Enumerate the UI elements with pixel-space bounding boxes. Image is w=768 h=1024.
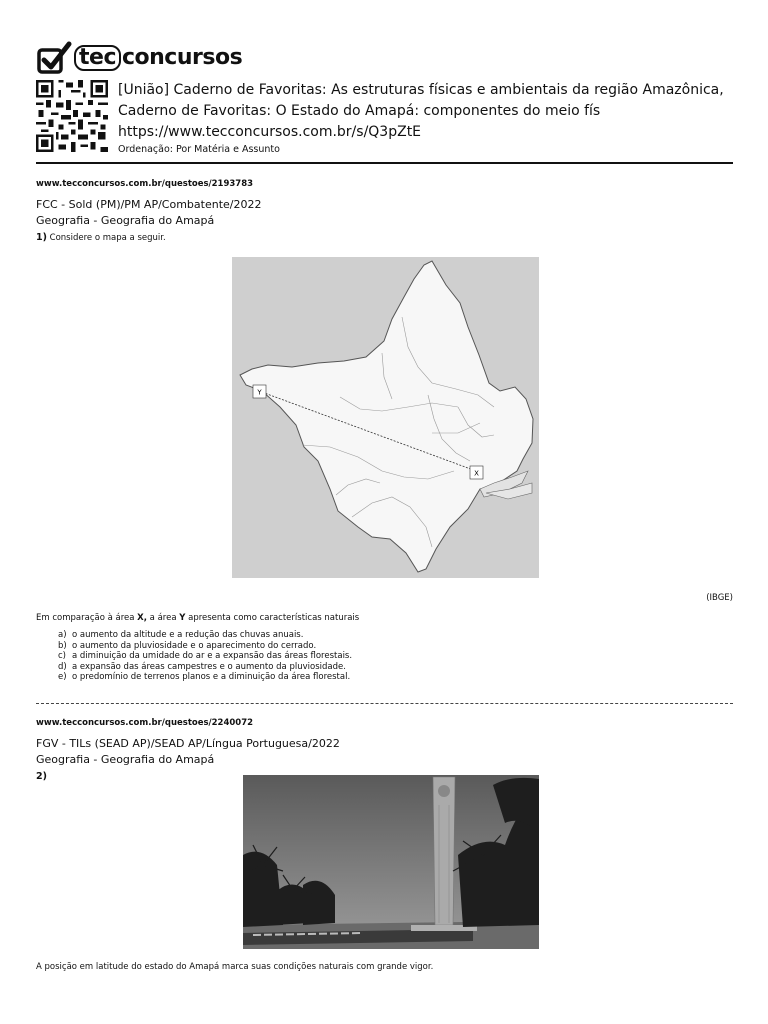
question-number: 2) [36,771,47,782]
map-label-y: Y [257,388,262,397]
question-url[interactable]: www.tecconcursos.com.br/questoes/2240072 [36,718,254,728]
brand-logo [36,38,734,78]
question-category: Geografia - Geografia do Amapá [36,753,215,766]
option-e[interactable]: e) o predomínio de terrenos planos e a diminuição da área florestal. [58,672,351,683]
checkmark-logo-icon [36,41,72,75]
question-stem-text: Considere o mapa a seguir. [49,233,166,243]
question-2-text: A posição em latitude do estado do Amapá marca suas condições naturais com grande vigor. [36,962,434,972]
question-stem [36,232,733,243]
figure-source: (IBGE) [706,593,733,603]
amapa-map-figure [232,257,539,578]
question-category: Geografia - Geografia do Amapá [36,214,215,227]
answer-options [58,630,352,683]
question-number: 1) [36,232,47,243]
notebook-link[interactable]: https://www.tecconcursos.com.br/s/Q3pZtE [118,124,422,140]
sort-order: Ordenação: Por Matéria e Assunto [118,144,280,155]
option-c[interactable]: c) a diminuição da umidade do ar e a expansão das áreas florestais. [58,651,353,662]
logo-wordmark: tec concursos [74,45,242,71]
question-separator [36,703,733,704]
qr-code-icon [36,80,108,152]
question-1 [36,179,733,243]
question-2 [36,718,733,782]
header-divider [36,162,733,164]
monument-photo [243,775,539,949]
option-d[interactable]: d) a expansão das áreas campestres e o aumento da pluviosidade. [58,661,346,672]
notebook-title: [União] Caderno de Favoritas: As estruturas físicas e ambientais da região Amazônica, Caderno de Favoritas: O Estado do Amapá: componentes do meio fís [118,82,724,119]
map-label-x: X [474,469,479,478]
page-header [36,38,734,155]
question-url[interactable]: www.tecconcursos.com.br/questoes/2193783 [36,179,254,189]
option-a[interactable]: a) o aumento da altitude e a redução das chuvas anuais. [58,630,304,640]
question-prompt: Em comparação à área X, a área Y apresenta como características naturais [36,613,360,623]
option-b[interactable]: b) o aumento da pluviosidade e o aparecimento do cerrado. [58,640,317,651]
question-source: FGV - TILs (SEAD AP)/SEAD AP/Língua Portuguesa/2022 [36,737,340,750]
question-source: FCC - Sold (PM)/PM AP/Combatente/2022 [36,198,262,211]
